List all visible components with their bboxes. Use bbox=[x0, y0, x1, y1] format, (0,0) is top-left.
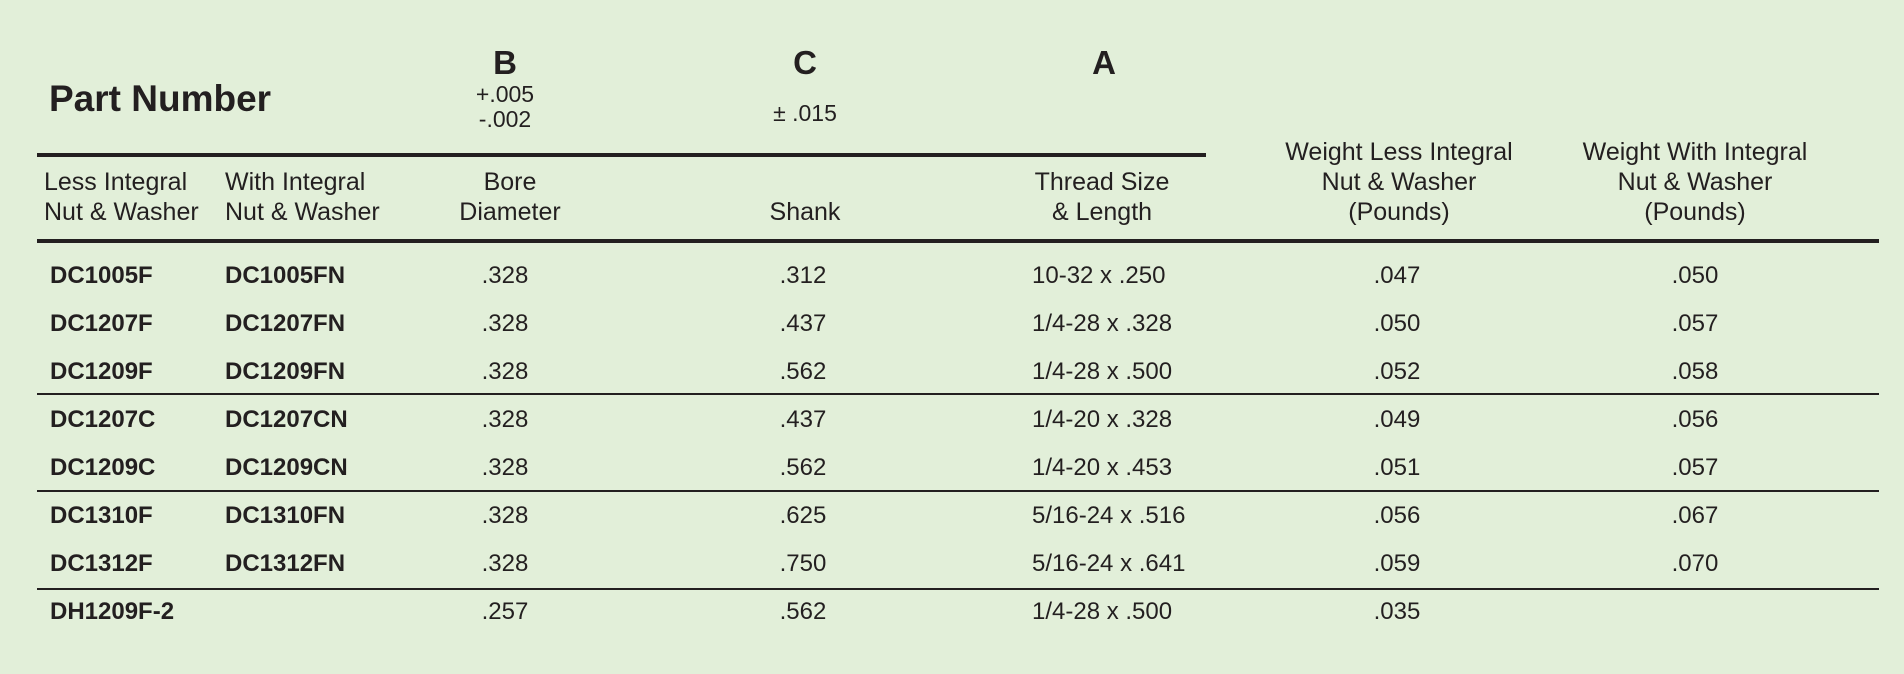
part-less-integral: DC1209F bbox=[50, 358, 153, 385]
weight-with: .058 bbox=[1671, 358, 1719, 385]
shank-value: .625 bbox=[779, 502, 827, 529]
bore-diameter: .257 bbox=[481, 598, 529, 625]
part-number-title: Part Number bbox=[49, 78, 272, 119]
group-divider bbox=[37, 490, 1879, 492]
part-less-integral: DC1209C bbox=[50, 454, 156, 481]
part-with-integral: DC1005FN bbox=[225, 262, 346, 289]
thread-size: 1/4-28 x .328 bbox=[1032, 310, 1173, 337]
weight-less: .047 bbox=[1373, 262, 1421, 289]
part-less-integral: DC1310F bbox=[50, 502, 153, 529]
weight-less: .049 bbox=[1373, 406, 1421, 433]
shank-value: .562 bbox=[779, 454, 827, 481]
thread-size: 1/4-20 x .453 bbox=[1032, 454, 1173, 481]
part-less-integral: DC1207F bbox=[50, 310, 153, 337]
column-header-shank: Shank bbox=[769, 198, 841, 226]
weight-less: .056 bbox=[1373, 502, 1421, 529]
column-header-weight-less: Weight Less Integral Nut & Washer (Pounds) bbox=[1285, 138, 1513, 226]
thread-size: 1/4-28 x .500 bbox=[1032, 598, 1173, 625]
weight-less: .059 bbox=[1373, 550, 1421, 577]
weight-less: .051 bbox=[1373, 454, 1421, 481]
column-header-weight-with: Weight With Integral Nut & Washer (Pounds) bbox=[1582, 138, 1808, 226]
bore-diameter: .328 bbox=[481, 310, 529, 337]
column-header-thread-size: Thread Size & Length bbox=[1034, 168, 1170, 226]
part-with-integral: DC1207FN bbox=[225, 310, 346, 337]
group-divider bbox=[37, 588, 1879, 590]
shank-value: .562 bbox=[779, 598, 827, 625]
group-divider bbox=[37, 393, 1879, 395]
dimension-b-tolerance-minus: -.002 bbox=[478, 106, 532, 132]
bore-diameter: .328 bbox=[481, 454, 529, 481]
weight-with: .070 bbox=[1671, 550, 1719, 577]
weight-with: .056 bbox=[1671, 406, 1719, 433]
weight-less: .050 bbox=[1373, 310, 1421, 337]
part-less-integral: DC1207C bbox=[50, 406, 156, 433]
bore-diameter: .328 bbox=[481, 502, 529, 529]
weight-less: .052 bbox=[1373, 358, 1421, 385]
dimension-b-label: B bbox=[493, 44, 517, 81]
shank-value: .562 bbox=[779, 358, 827, 385]
thread-size: 1/4-28 x .500 bbox=[1032, 358, 1173, 385]
shank-value: .312 bbox=[779, 262, 827, 289]
weight-with: .057 bbox=[1671, 454, 1719, 481]
dimension-a-label: A bbox=[1092, 44, 1116, 81]
bore-diameter: .328 bbox=[481, 406, 529, 433]
weight-with: .050 bbox=[1671, 262, 1719, 289]
shank-value: .437 bbox=[779, 406, 827, 433]
part-with-integral: DC1207CN bbox=[225, 406, 348, 433]
thread-size: 10-32 x .250 bbox=[1032, 262, 1166, 289]
weight-less: .035 bbox=[1373, 598, 1421, 625]
thread-size: 1/4-20 x .328 bbox=[1032, 406, 1173, 433]
part-less-integral: DC1005F bbox=[50, 262, 153, 289]
column-header-with-integral: With Integral Nut & Washer bbox=[225, 168, 380, 226]
bore-diameter: .328 bbox=[481, 550, 529, 577]
part-less-integral: DH1209F-2 bbox=[50, 598, 175, 625]
dimension-c-tolerance: ± .015 bbox=[773, 100, 837, 126]
header-divider bbox=[37, 153, 1206, 157]
thread-size: 5/16-24 x .641 bbox=[1032, 550, 1186, 577]
shank-value: .750 bbox=[779, 550, 827, 577]
column-header-divider bbox=[37, 239, 1879, 243]
column-header-less-integral: Less Integral Nut & Washer bbox=[44, 168, 199, 226]
part-with-integral: DC1209CN bbox=[225, 454, 348, 481]
shank-value: .437 bbox=[779, 310, 827, 337]
bore-diameter: .328 bbox=[481, 358, 529, 385]
dimension-b-tolerance-plus: +.005 bbox=[475, 81, 535, 107]
part-with-integral: DC1312FN bbox=[225, 550, 346, 577]
weight-with: .067 bbox=[1671, 502, 1719, 529]
weight-with: .057 bbox=[1671, 310, 1719, 337]
part-with-integral: DC1209FN bbox=[225, 358, 346, 385]
column-header-bore-diameter: Bore Diameter bbox=[459, 168, 561, 226]
part-less-integral: DC1312F bbox=[50, 550, 153, 577]
thread-size: 5/16-24 x .516 bbox=[1032, 502, 1186, 529]
bore-diameter: .328 bbox=[481, 262, 529, 289]
part-with-integral: DC1310FN bbox=[225, 502, 346, 529]
dimension-c-label: C bbox=[793, 44, 817, 81]
